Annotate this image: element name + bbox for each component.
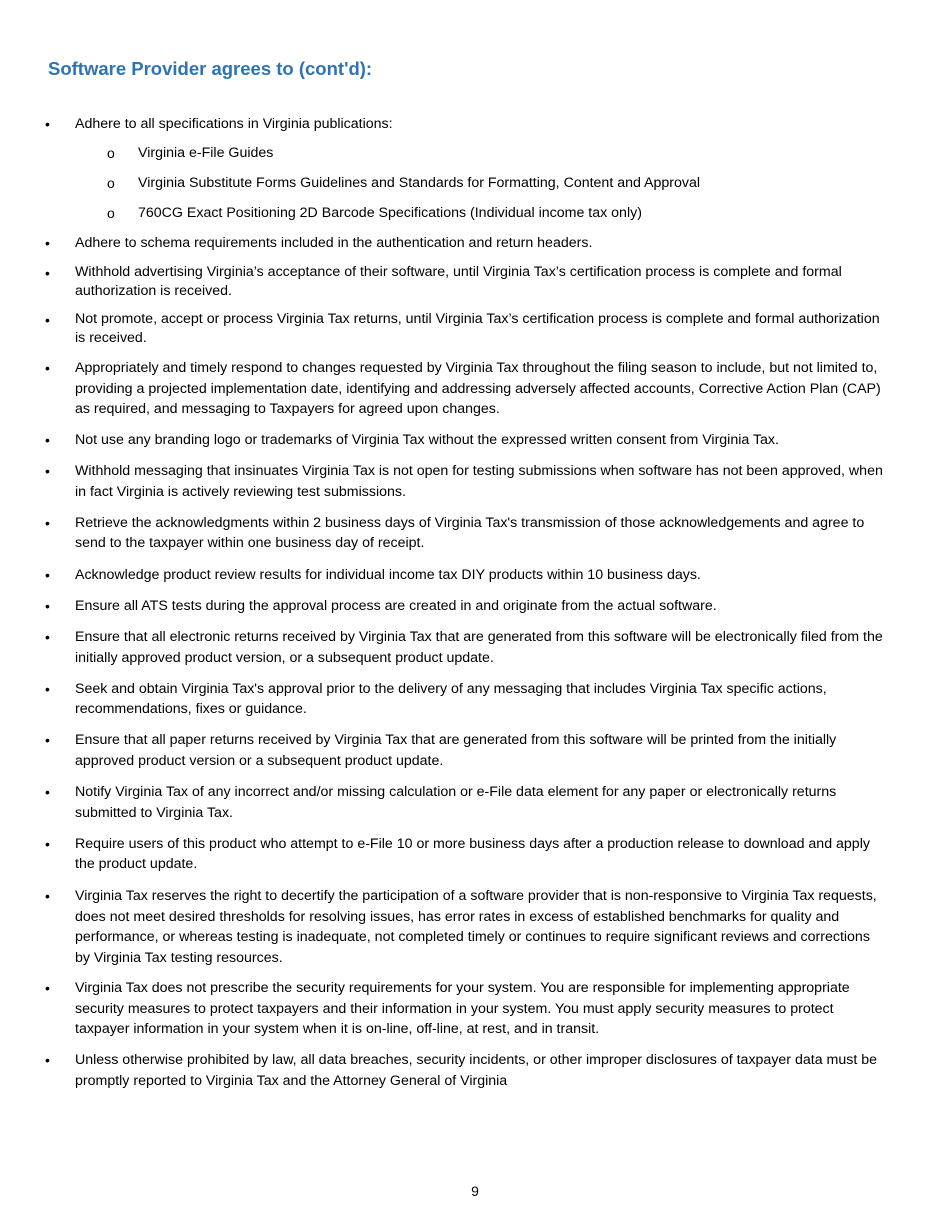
bullet-marker: • (45, 116, 50, 132)
list-item: Adhere to schema requirements included in the authentication and return headers. (75, 235, 593, 251)
list-item: Not promote, accept or process Virginia Tax returns, until Virginia Tax’s certification process is complete and formal authorization is received. (75, 311, 880, 346)
list-item: Unless otherwise prohibited by law, all data breaches, security incidents, or other improper disclosures of taxpayer data must be promptly reported to Virginia Tax and the Attorney General of Virginia (75, 1052, 877, 1089)
list-item: Virginia Tax reserves the right to decertify the participation of a software provider that is non-responsive to Virginia Tax requests, does not meet desired thresholds for resolving issues, has error rates in excess of established benchmarks for quality and performance, or whereas testing is inadequate, not completed timely or continues to require significant reviews and corrections by Virginia Tax testing resources. (75, 888, 877, 966)
sub-bullet-marker: o (107, 175, 115, 191)
list-item: Notify Virginia Tax of any incorrect and/or missing calculation or e-File data element for any paper or electronically returns submitted to Virginia Tax. (75, 784, 837, 821)
bullet-marker: • (45, 360, 50, 376)
bullet-marker: • (45, 681, 50, 697)
list-item: Not use any branding logo or trademarks of Virginia Tax without the expressed written consent from Virginia Tax. (75, 432, 779, 448)
list-item: Ensure all ATS tests during the approval process are created in and originate from the actual software. (75, 598, 717, 614)
bullet-marker: • (45, 980, 50, 996)
list-item: Appropriately and timely respond to changes requested by Virginia Tax throughout the filing season to include, but not limited to, providing a projected implementation date, identifying and addressing adversely affected accounts, Corrective Action Plan (CAP) as required, and messaging to Taxpayers for agreed upon changes. (75, 360, 881, 417)
list-item: Acknowledge product review results for individual income tax DIY products within 10 business days. (75, 567, 701, 583)
bullet-marker: • (45, 432, 50, 448)
bullet-marker: • (45, 265, 50, 281)
bullet-marker: • (45, 312, 50, 328)
bullet-marker: • (45, 515, 50, 531)
list-item: Require users of this product who attempt to e-File 10 or more business days after a production release to download and apply the product update. (75, 836, 870, 872)
list-item: Adhere to all specifications in Virginia publications: (75, 116, 393, 132)
sub-bullet-marker: o (107, 145, 115, 161)
sub-list-item: Virginia Substitute Forms Guidelines and Standards for Formatting, Content and Approval (138, 175, 701, 191)
list-item: Withhold messaging that insinuates Virginia Tax is not open for testing submissions when software has not been approved, when in fact Virginia is actively reviewing test submissions. (75, 463, 883, 500)
bullet-marker: • (45, 784, 50, 800)
bullet-marker: • (45, 463, 50, 479)
section-heading: Software Provider agrees to (cont'd): (48, 58, 373, 79)
list-item: Retrieve the acknowledgments within 2 business days of Virginia Tax's transmission of those acknowledgements and agree to send to the taxpayer within one business day of receipt. (75, 515, 865, 551)
list-item: Ensure that all electronic returns received by Virginia Tax that are generated from this software will be electronically filed from the initially approved product version, or a subsequent product update. (75, 629, 883, 666)
list-item: Withhold advertising Virginia’s acceptance of their software, until Virginia Tax’s certification process is complete and formal authorization is received. (75, 264, 842, 299)
bullet-marker: • (45, 235, 50, 251)
sub-bullet-marker: o (107, 205, 115, 221)
sub-list-item: 760CG Exact Positioning 2D Barcode Specifications (Individual income tax only) (138, 205, 642, 221)
bullet-marker: • (45, 888, 50, 904)
sub-list-item: Virginia e-File Guides (138, 145, 274, 161)
bullet-marker: • (45, 567, 50, 583)
page-number: 9 (471, 1183, 479, 1199)
list-item: Ensure that all paper returns received by Virginia Tax that are generated from this software will be printed from the initially approved product version or a subsequent product update. (75, 732, 837, 769)
bullet-marker: • (45, 1052, 50, 1068)
list-item: Virginia Tax does not prescribe the security requirements for your system. You are responsible for implementing appropriate security measures to protect taxpayers and their information in your system. You must apply security measures to protect taxpayer information in your system when it is on-line, off-line, at rest, and in transit. (75, 980, 850, 1037)
list-item: Seek and obtain Virginia Tax's approval prior to the delivery of any messaging that includes Virginia Tax specific actions, recommendations, fixes or guidance. (75, 681, 827, 717)
bullet-marker: • (45, 836, 50, 852)
bullet-marker: • (45, 732, 50, 748)
bullet-marker: • (45, 629, 50, 645)
bullet-marker: • (45, 598, 50, 614)
